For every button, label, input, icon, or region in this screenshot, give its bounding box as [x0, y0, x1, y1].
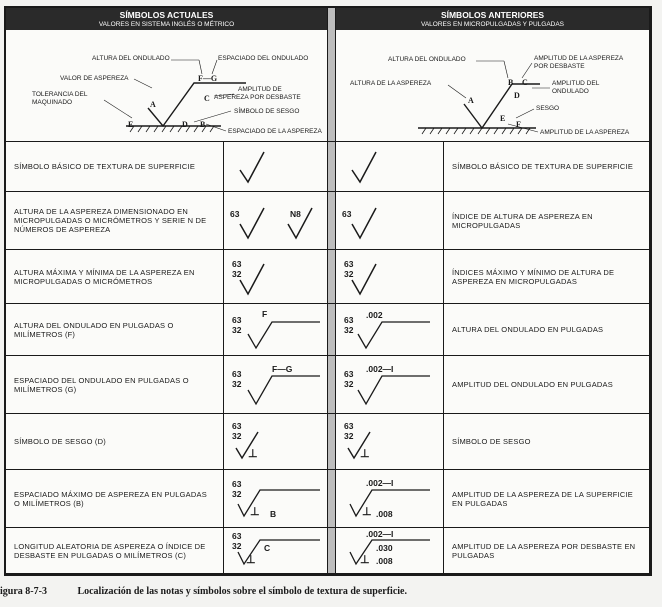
row-5-current-symbol	[224, 356, 328, 414]
value-63: 63	[344, 315, 354, 325]
value-002: .002	[366, 310, 383, 320]
value-32: 32	[344, 431, 354, 441]
row-1-previous-symbol	[336, 142, 444, 192]
prev-letter-e: E	[500, 114, 506, 123]
prev-letter-f: F	[516, 120, 521, 129]
value-63: 63	[232, 479, 242, 489]
lay-symbol: ⊥	[250, 506, 260, 518]
row-7-right-desc: AMPLITUD DE LA ASPEREZA DE LA SUPERFICIE EN PULGADAS	[444, 470, 650, 528]
letter-d: D	[182, 120, 188, 129]
value-63: 63	[342, 209, 352, 219]
row-3-current-symbol	[224, 250, 328, 304]
row-2-previous-symbol	[336, 192, 444, 250]
value-f: F	[262, 309, 268, 319]
value-002-i: .002—I	[366, 364, 394, 374]
row-7-current-symbol	[224, 470, 328, 528]
letter-fg: F—G	[198, 74, 218, 83]
value-32: 32	[232, 269, 242, 279]
letter-a: A	[150, 100, 156, 109]
label-prev-amplitud: AMPLITUD DE LA ASPEREZA	[534, 55, 624, 62]
value-63: 63	[344, 259, 354, 269]
row-4-left-desc: ALTURA DEL ONDULADO EN PULGADAS O MILÍMETROS (F)	[6, 304, 224, 356]
value-32: 32	[344, 325, 354, 335]
letter-c: C	[204, 94, 210, 103]
value-63: 63	[344, 369, 354, 379]
header-title-current: SÍMBOLOS ACTUALES	[119, 10, 214, 20]
value-002-i: .002—I	[366, 529, 394, 539]
label-espaciado-aspereza: ESPACIADO DE LA ASPEREZA	[228, 128, 322, 135]
row-2-current-symbol	[224, 192, 328, 250]
row-7-previous-symbol	[336, 470, 444, 528]
prev-letter-a: A	[468, 96, 474, 105]
value-008: .008	[376, 509, 393, 519]
value-32: 32	[232, 379, 242, 389]
label-prev-amplitud-ondulado: AMPLITUD DEL	[552, 80, 600, 87]
row-1-current-symbol	[224, 142, 328, 192]
label-amplitud-2: ASPEREZA POR DESBASTE	[214, 94, 301, 101]
row-5-left-desc: ESPACIADO DEL ONDULADO EN PULGADAS O MILÍMETROS (G)	[6, 356, 224, 414]
label-prev-amplitud-aspereza: AMPLITUD DE LA ASPEREZA	[540, 129, 630, 136]
row-4-right-desc: ALTURA DEL ONDULADO EN PULGADAS	[444, 304, 650, 356]
label-tolerancia: TOLERANCIA DEL	[32, 91, 88, 98]
label-amplitud: AMPLITUD DE	[238, 86, 282, 93]
value-63: 63	[230, 209, 240, 219]
row-5-right-desc: AMPLITUD DEL ONDULADO EN PULGADAS	[444, 356, 650, 414]
value-n8: N8	[290, 209, 301, 219]
value-63: 63	[232, 315, 242, 325]
label-altura-ondulado: ALTURA DEL ONDULADO	[92, 55, 170, 62]
value-63: 63	[232, 421, 242, 431]
figure-number: igura 8-7-3	[0, 586, 47, 597]
row-1-right-desc: SÍMBOLO BÁSICO DE TEXTURA DE SUPERFICIE	[444, 142, 650, 192]
value-32: 32	[232, 541, 242, 551]
letter-b: B	[200, 120, 206, 129]
row-4-previous-symbol	[336, 304, 444, 356]
row-3-previous-symbol	[336, 250, 444, 304]
row-8-current-symbol	[224, 528, 328, 574]
header-title-previous: SÍMBOLOS ANTERIORES	[440, 10, 545, 20]
label-prev-altura-aspereza: ALTURA DE LA ASPEREZA	[350, 80, 432, 87]
value-fg: F—G	[272, 364, 293, 374]
lay-symbol: ⊥	[362, 506, 372, 518]
value-030: .030	[376, 543, 393, 553]
row-2-right-desc: ÍNDICE DE ALTURA DE ASPEREZA EN MICROPULGADAS	[444, 192, 650, 250]
row-3-right-desc: ÍNDICES MÁXIMO Y MÍNIMO DE ALTURA DE ASPEREZA EN MICROPULGADAS	[444, 250, 650, 304]
label-prev-altura-ondulado: ALTURA DEL ONDULADO	[388, 56, 466, 63]
row-6-previous-symbol	[336, 414, 444, 470]
column-separator	[328, 8, 336, 142]
value-32: 32	[344, 379, 354, 389]
row-1-left-desc: SÍMBOLO BÁSICO DE TEXTURA DE SUPERFICIE	[6, 142, 224, 192]
row-2-left-desc: ALTURA DE LA ASPEREZA DIMENSIONADO EN MICROPULGADAS O MICRÓMETROS Y SERIE N DE NÚMEROS DE ASPEREZA	[6, 192, 224, 250]
row-8-previous-symbol	[336, 528, 444, 574]
value-b: B	[270, 509, 277, 519]
row-6-current-symbol	[224, 414, 328, 470]
value-63: 63	[344, 421, 354, 431]
current-symbol-diagram	[6, 8, 326, 140]
value-32: 32	[232, 431, 242, 441]
row-5-previous-symbol	[336, 356, 444, 414]
header-subtitle-previous: VALORES EN MICROPULGADAS Y PULGADAS	[420, 21, 565, 28]
value-32: 32	[344, 269, 354, 279]
value-63: 63	[232, 531, 242, 541]
letter-e: E	[128, 120, 134, 129]
lay-symbol: ⊥	[248, 448, 258, 460]
value-008: .008	[376, 556, 393, 566]
prev-letter-b: B	[508, 78, 514, 87]
row-6-right-desc: SÍMBOLO DE SESGO	[444, 414, 650, 470]
header-previous-symbols	[336, 8, 650, 142]
label-valor-aspereza: VALOR DE ASPEREZA	[60, 75, 129, 82]
label-prev-amplitud-2: POR DESBASTE	[534, 63, 585, 70]
previous-symbol-diagram	[336, 8, 648, 140]
label-sesgo: SÍMBOLO DE SESGO	[234, 108, 300, 115]
row-6-left-desc: SÍMBOLO DE SESGO (D)	[6, 414, 224, 470]
value-63: 63	[232, 259, 242, 269]
row-7-left-desc: ESPACIADO MÁXIMO DE ASPEREZA EN PULGADAS O MILÍMETROS (B)	[6, 470, 224, 528]
label-prev-amplitud-ondulado-2: ONDULADO	[552, 88, 589, 95]
value-32: 32	[232, 325, 242, 335]
lay-symbol: ⊥	[360, 448, 370, 460]
header-current-symbols	[6, 8, 328, 142]
row-3-left-desc: ALTURA MÁXIMA Y MÍNIMA DE LA ASPEREZA EN MICROPULGADAS O MICRÓMETROS	[6, 250, 224, 304]
value-002-i: .002—I	[366, 478, 394, 488]
row-8-right-desc: AMPLITUD DE LA ASPEREZA POR DESBASTE EN PULGADAS	[444, 528, 650, 574]
row-8-left-desc: LONGITUD ALEATORIA DE ASPEREZA O ÍNDICE DE DESBASTE EN PULGADAS O MILÍMETROS (C)	[6, 528, 224, 574]
lay-symbol: ⊥	[246, 554, 256, 566]
symbol-table	[4, 6, 652, 576]
figure-caption-text: Localización de las notas y símbolos sobre el símbolo de textura de superficie.	[77, 586, 407, 597]
lay-symbol: ⊥	[360, 554, 370, 566]
header-subtitle-current: VALORES EN SISTEMA INGLÉS O MÉTRICO	[98, 21, 235, 28]
prev-letter-c: C	[522, 78, 528, 87]
figure-caption	[0, 586, 407, 597]
label-tolerancia-2: MAQUINADO	[32, 99, 73, 106]
value-63: 63	[232, 369, 242, 379]
label-prev-sesgo: SESGO	[536, 105, 560, 112]
prev-letter-d: D	[514, 91, 520, 100]
row-4-current-symbol	[224, 304, 328, 356]
value-c: C	[264, 543, 271, 553]
value-32: 32	[232, 489, 242, 499]
label-espaciado-ondulado: ESPACIADO DEL ONDULADO	[218, 55, 309, 62]
